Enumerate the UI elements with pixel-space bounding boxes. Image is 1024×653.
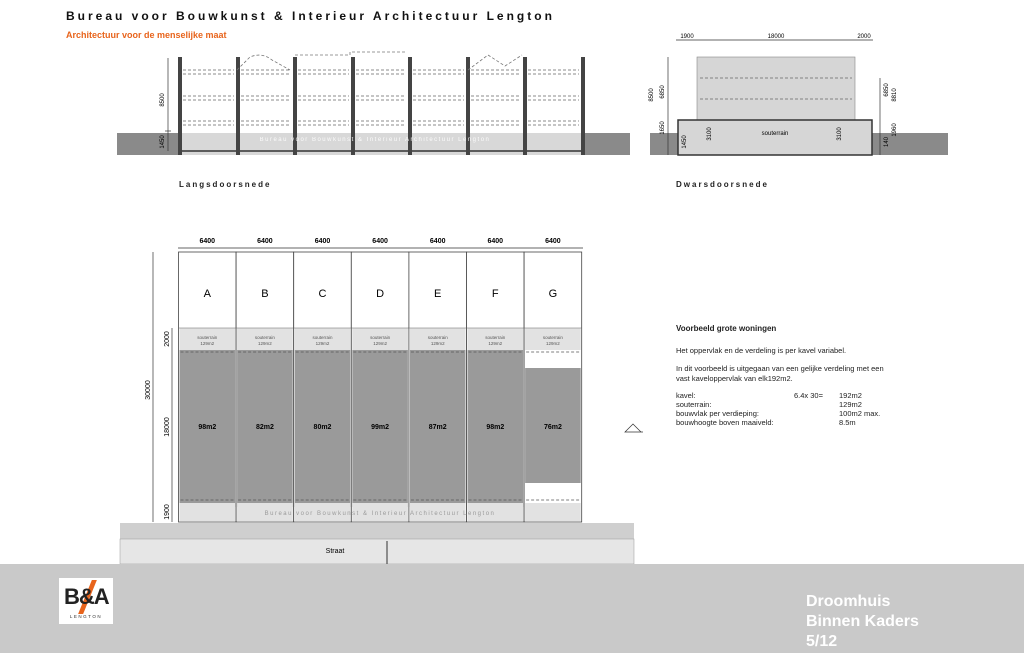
rear-zone [180, 503, 236, 521]
cross-dim-6850-right: 6850 [884, 83, 890, 97]
spec-extra [794, 409, 839, 418]
footer-titles [806, 592, 919, 652]
cross-dim-left: 1900 [680, 34, 694, 40]
basement-area: 129m2 [258, 341, 272, 346]
spec-extra: 6.4x 30= [794, 391, 823, 401]
cross-building [697, 57, 855, 120]
roof-outline-f [468, 55, 522, 70]
plan-dim-back: 1900 [164, 504, 171, 520]
longitudinal-watermark: Bureau voor Bouwkunst & Interieur Architectuur Lengton [259, 137, 491, 143]
plan-dim-total: 30000 [145, 380, 152, 400]
spec-label: kavel: [676, 391, 696, 401]
info-paragraph-1: Het oppervlak en de verdeling is per kavel variabel. [676, 346, 847, 355]
plot-width-label: 6400 [372, 238, 388, 245]
roof-outline-b [237, 55, 290, 70]
info-panel [676, 324, 896, 427]
cross-dim-1650: 1650 [660, 121, 666, 135]
street-label: Straat [325, 548, 345, 555]
cross-dim-6850-left: 6850 [660, 85, 666, 99]
office-title: Bureau voor Bouwkunst & Interieur Architectuur Lengton [66, 9, 555, 23]
plot-letter: E [434, 288, 442, 300]
footer-title-line2: Binnen Kaders [806, 613, 919, 630]
spec-extra [794, 400, 839, 409]
longitudinal-dim-height: 8500 [160, 93, 166, 107]
site-plan [120, 238, 643, 564]
plot-letter: D [376, 288, 385, 300]
spec-value: 100m2 max. [839, 409, 881, 419]
rear-zone [525, 503, 581, 521]
cross-dim-140: 140 [884, 136, 890, 148]
longitudinal-floor-lines [183, 70, 579, 125]
plot-area: 99m2 [371, 424, 390, 431]
spec-table [676, 391, 896, 427]
level-marker-icon [625, 424, 643, 432]
spec-value: 192m2 [839, 391, 862, 401]
plot-area: 87m2 [428, 424, 447, 431]
spec-label: bouwvlak per verdieping: [676, 409, 759, 419]
plot-area: 80m2 [313, 424, 332, 431]
basement-label: souterrain [197, 335, 218, 340]
plan-dim-front: 2000 [164, 331, 171, 347]
plan-dim-main: 18000 [164, 417, 171, 437]
company-logo [59, 578, 113, 624]
basement-area: 129m2 [546, 341, 560, 346]
plot-area: 82m2 [255, 424, 274, 431]
logo-mark: B&A [64, 584, 109, 609]
cross-dim-3100-right: 3100 [837, 127, 843, 141]
plot-letter: C [318, 288, 327, 300]
longitudinal-section [117, 52, 630, 155]
cross-dim-1450: 1450 [682, 135, 688, 149]
street [120, 539, 634, 564]
section-wall [581, 57, 585, 155]
plan-plots [179, 238, 582, 522]
page-number: 5/12 [806, 633, 838, 650]
cross-dim-8500: 8500 [649, 88, 655, 102]
spec-label: souterrain: [676, 400, 712, 410]
plot-width-label: 6400 [545, 238, 561, 245]
cross-dim-3100-left: 3100 [707, 127, 713, 141]
info-paragraph-2: In dit voorbeeld is uitgegaan van een gelijke verdeling met een vast kaveloppervlak van elk192m2. [676, 363, 884, 383]
plot-letter: F [491, 288, 499, 300]
spec-label: bouwhoogte boven maaiveld: [676, 418, 774, 428]
basement-label: souterrain [485, 335, 506, 340]
cross-section-label: Dwarsdoorsnede [676, 180, 769, 189]
spec-value: 8.5m [839, 418, 856, 428]
plot-letter: B [261, 288, 269, 300]
section-wall [523, 57, 527, 155]
spec-value: 129m2 [839, 400, 862, 410]
plot-area: 98m2 [198, 424, 217, 431]
plot-letter: G [548, 288, 558, 300]
basement-label: souterrain [312, 335, 333, 340]
cross-section [649, 34, 948, 155]
cross-dim-8810: 8810 [892, 88, 898, 102]
basement-label: souterrain [254, 335, 275, 340]
plan-watermark: Bureau voor Bouwkunst & Interieur Architectuur Lengton [264, 511, 496, 517]
longitudinal-dim-base: 1450 [160, 135, 166, 149]
plot-area: 76m2 [543, 424, 562, 431]
info-heading: Voorbeeld grote woningen [676, 324, 777, 333]
basement-area: 129m2 [315, 341, 330, 346]
basement-label: souterrain [370, 335, 391, 340]
spec-extra [794, 418, 839, 427]
plot-width-label: 6400 [199, 238, 216, 245]
footer-bar [0, 564, 1024, 653]
cross-dim-mid: 18000 [767, 34, 785, 40]
cross-dim-right: 2000 [857, 34, 871, 40]
longitudinal-section-label: Langsdoorsnede [179, 180, 272, 189]
plot-width-label: 6400 [257, 238, 273, 245]
basement-area: 129m2 [430, 341, 445, 346]
footer-title-line1: Droomhuis [806, 593, 891, 610]
basement-area: 129m2 [200, 341, 215, 346]
section-wall [178, 57, 182, 155]
basement-label: souterrain [542, 335, 563, 340]
basement-area: 129m2 [488, 341, 503, 346]
cross-dim-1960: 1960 [892, 123, 898, 137]
cross-basement-label: souterrain [761, 131, 789, 137]
office-tagline: Architectuur voor de menselijke maat [66, 30, 227, 40]
basement-area: 129m2 [373, 341, 387, 346]
plot-width-label: 6400 [429, 238, 446, 245]
section-wall [236, 57, 240, 155]
sidewalk [120, 523, 634, 539]
logo-subtext: LENGTON [69, 614, 103, 619]
plot-width-label: 6400 [314, 238, 331, 245]
plot-area: 98m2 [486, 424, 505, 431]
roof-outline-c [295, 52, 405, 55]
basement-label: souterrain [427, 335, 448, 340]
plot-width-label: 6400 [487, 238, 504, 245]
plot-letter: A [203, 288, 211, 300]
